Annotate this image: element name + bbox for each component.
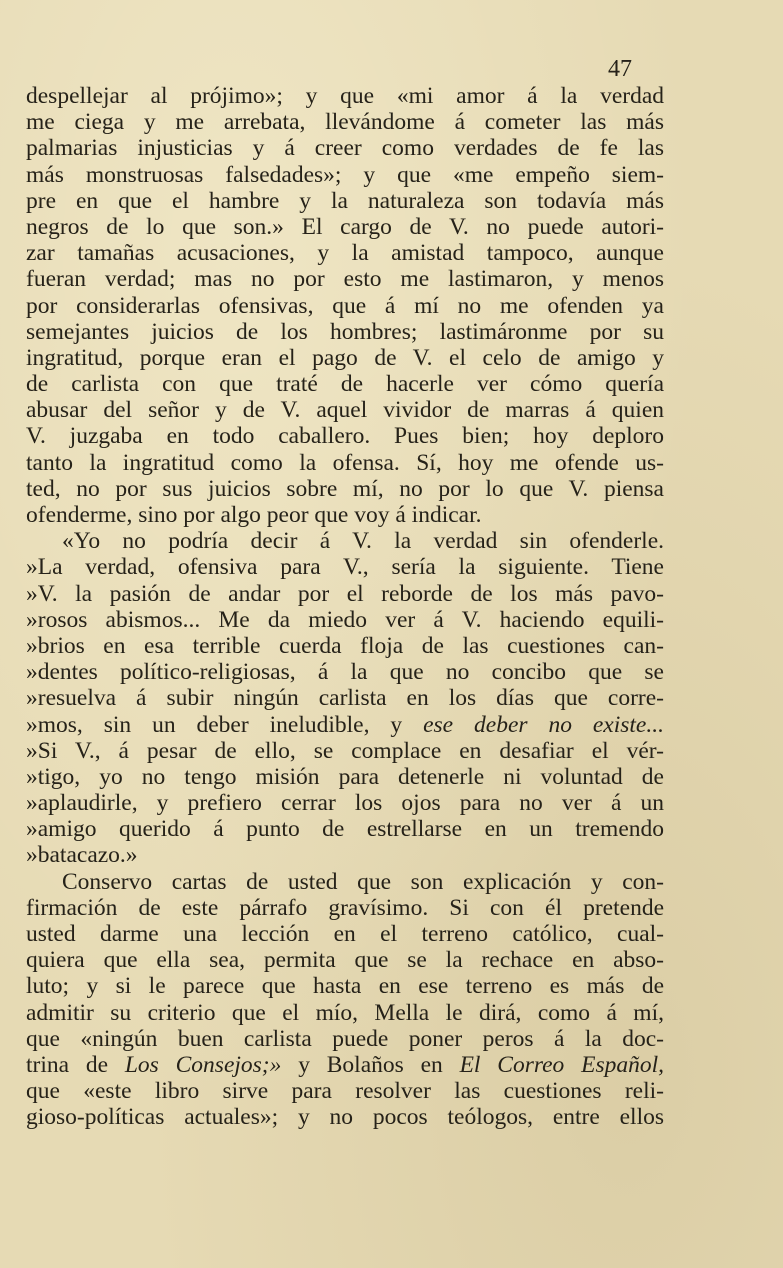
italic-title: El Correo Español, <box>459 1051 665 1078</box>
text-line <box>26 345 664 371</box>
text-line-content: »rosos abismos... Me da miedo ver á V. haciendo equili- <box>26 606 664 633</box>
text-line-content: »aplaudirle, y prefiero cerrar los ojos para no ver á un <box>26 790 664 817</box>
text-line <box>26 319 664 345</box>
text-line <box>26 895 664 921</box>
text-line-content: «Yo no podría decir á V. la verdad sin ofenderle. <box>62 528 664 555</box>
text-line <box>26 1026 664 1052</box>
text-line-content: ingratitud, porque eran el pago de V. el celo de amigo y <box>26 344 664 371</box>
text-line-content: usted darme una lección en el terreno católico, cual- <box>26 921 664 947</box>
text-line <box>26 633 664 659</box>
text-line-content: fueran verdad; mas no por esto me lastimaron, y menos <box>26 266 664 293</box>
text-line-content: de carlista con que traté de hacerle ver cómo quería <box>26 371 664 398</box>
text-line-content: »tigo, yo no tengo misión para detenerle ni voluntad de <box>26 763 664 790</box>
text-line <box>26 790 664 816</box>
text-line <box>26 1000 664 1026</box>
text-line-content: Conservo cartas de usted que son explicación y con- <box>62 868 664 895</box>
text-line <box>26 1104 664 1130</box>
text-line <box>26 816 664 842</box>
text-line-content: »amigo querido á punto de estrellarse en un tremendo <box>26 816 664 843</box>
text-line <box>26 397 664 423</box>
text-line <box>26 607 664 633</box>
text-line-content: y Bolaños en <box>281 1051 460 1078</box>
text-line-content: trina de <box>26 1051 125 1078</box>
text-line-content: »mos, sin un deber ineludible, y <box>26 711 424 738</box>
text-line-content: gioso-políticas actuales»; y no pocos teólogos, entre ellos <box>26 1104 664 1131</box>
text-line <box>26 266 664 292</box>
text-line-content: firmación de este párrafo gravísimo. Si con él pretende <box>26 894 664 921</box>
body-text <box>26 83 664 1131</box>
text-line <box>26 659 664 685</box>
text-line <box>26 685 664 711</box>
text-line-content: admitir su criterio que el mío, Mella le dirá, como á mí, <box>26 999 664 1026</box>
text-line-content: abusar del señor y de V. aquel vividor de marras á quien <box>26 397 664 424</box>
text-line-content: semejantes juicios de los hombres; lastimáronme por su <box>26 318 664 345</box>
text-line <box>26 842 664 868</box>
text-line <box>26 240 664 266</box>
text-line <box>26 947 664 973</box>
text-line <box>26 135 664 161</box>
text-line-content: ted, no por sus juicios sobre mí, no por lo que V. piensa <box>26 475 664 502</box>
text-line <box>26 109 664 135</box>
text-line <box>26 869 664 895</box>
text-line <box>26 528 664 554</box>
text-line-content: »V. la pasión de andar por el reborde de los más pavo- <box>26 580 664 607</box>
text-line <box>26 921 664 947</box>
text-line-content: quiera que ella sea, permita que se la rechace en abso- <box>26 947 664 974</box>
text-line <box>26 1052 664 1078</box>
text-line-content: »La verdad, ofensiva para V., sería la siguiente. Tiene <box>26 554 664 581</box>
text-line <box>26 450 664 476</box>
text-line <box>26 214 664 240</box>
text-line-content: negros de lo que son.» El cargo de V. no puede autori- <box>26 213 664 240</box>
italic-title: Los Consejos;» <box>124 1051 282 1078</box>
text-line <box>26 554 664 580</box>
text-line-content: luto; y si le parece que hasta en ese terreno es más de <box>26 973 664 1000</box>
text-line <box>26 423 664 449</box>
text-line-content: por considerarlas ofensivas, que á mí no me ofenden ya <box>26 292 664 319</box>
text-line <box>26 188 664 214</box>
page-number: 47 <box>608 56 632 82</box>
text-line-content: que «ningún buen carlista puede poner peros á la doc- <box>26 1025 664 1052</box>
text-line-content: pre en que el hambre y la naturaleza son todavía más <box>26 187 664 214</box>
text-line <box>26 973 664 999</box>
text-line-content: me ciega y me arrebata, llevándome á cometer las más <box>26 109 664 136</box>
text-line <box>26 83 664 109</box>
text-line-content: »brios en esa terrible cuerda floja de las cuestiones can- <box>26 632 664 659</box>
text-line <box>26 581 664 607</box>
text-line-content: que «este libro sirve para resolver las cuestiones reli- <box>26 1078 664 1105</box>
text-line-content: »resuelva á subir ningún carlista en los días que corre- <box>26 685 664 712</box>
text-line-content: tanto la ingratitud como la ofensa. Sí, hoy me ofende us- <box>26 449 664 476</box>
text-line-content: »Si V., á pesar de ello, se complace en desafiar el vér- <box>26 737 664 764</box>
italic-phrase: ese deber no existe... <box>423 711 664 738</box>
text-line-content: despellejar al prójimo»; y que «mi amor á la verdad <box>26 83 664 109</box>
text-line <box>26 1078 664 1104</box>
text-line <box>26 764 664 790</box>
text-line <box>26 476 664 502</box>
text-line-content: palmarias injusticias y á creer como verdades de fe las <box>26 135 664 162</box>
text-line <box>26 712 664 738</box>
text-line-content: zar tamañas acusaciones, y la amistad tampoco, aunque <box>26 240 664 267</box>
text-line <box>26 738 664 764</box>
text-line <box>26 371 664 397</box>
text-line-content: V. juzgaba en todo caballero. Pues bien; hoy deploro <box>26 423 664 450</box>
text-line-content: más monstruosas falsedades»; y que «me empeño siem- <box>26 161 664 188</box>
text-line-content: »dentes político-religiosas, á la que no concibo que se <box>26 659 664 686</box>
text-line-content: ofenderme, sino por algo peor que voy á indicar. <box>26 502 482 528</box>
text-line <box>26 502 664 528</box>
text-line <box>26 162 664 188</box>
text-line <box>26 293 664 319</box>
text-line-content: »batacazo.» <box>26 842 138 869</box>
